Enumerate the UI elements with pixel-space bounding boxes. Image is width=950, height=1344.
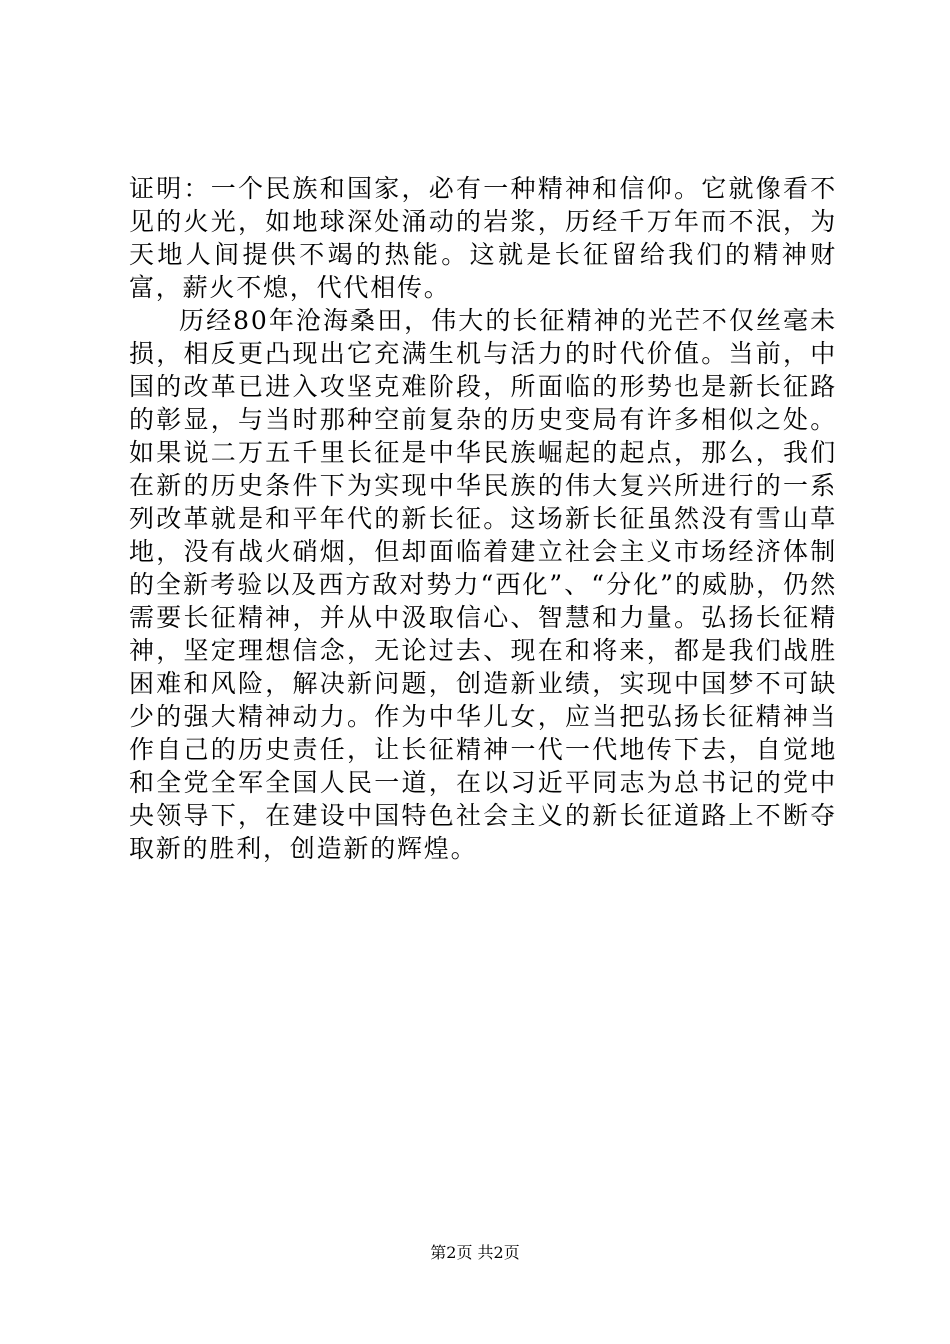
page-footer	[0, 1243, 950, 1263]
page-number-label: 第2页 共2页	[430, 1243, 520, 1262]
paragraph-long-march-spirit: 历经80年沧海桑田，伟大的长征精神的光芒不仅丝毫未损，相反更凸现出它充满生机与活力的时代价值。当前，中国的改革已进入攻坚克难阶段，所面临的形势也是新长征路的彰显，与当时那种空前复杂的历史变局有许多相似之处。如果说二万五千里长征是中华民族崛起的起点，那么，我们在新的历史条件下为实现中华民族的伟大复兴所进行的一系列改革就是和平年代的新长征。这场新长征虽然没有雪山草地，没有战火硝烟，但却面临着建立社会主义市场经济体制的全新考验以及西方敌对势力“西化”、“分化”的威胁，仍然需要长征精神，并从中汲取信心、智慧和力量。弘扬长征精神，坚定理想信念，无论过去、现在和将来，都是我们战胜困难和风险，解决新问题，创造新业绩，实现中国梦不可缺少的强大精神动力。作为中华儿女，应当把弘扬长征精神当作自己的历史责任，让长征精神一代一代地传下去，自觉地和全党全军全国人民一道，在以习近平同志为总书记的党中央领导下，在建设中国特色社会主义的新长征道路上不断夺取新的胜利，创造新的辉煌。	[129, 306, 837, 863]
paragraph-continued: 证明：一个民族和国家，必有一种精神和信仰。它就像看不见的火光，如地球深处涌动的岩浆，历经千万年而不泯，为天地人间提供不竭的热能。这就是长征留给我们的精神财富，薪火不熄，代代相传。	[129, 174, 837, 302]
document-body	[129, 172, 837, 865]
